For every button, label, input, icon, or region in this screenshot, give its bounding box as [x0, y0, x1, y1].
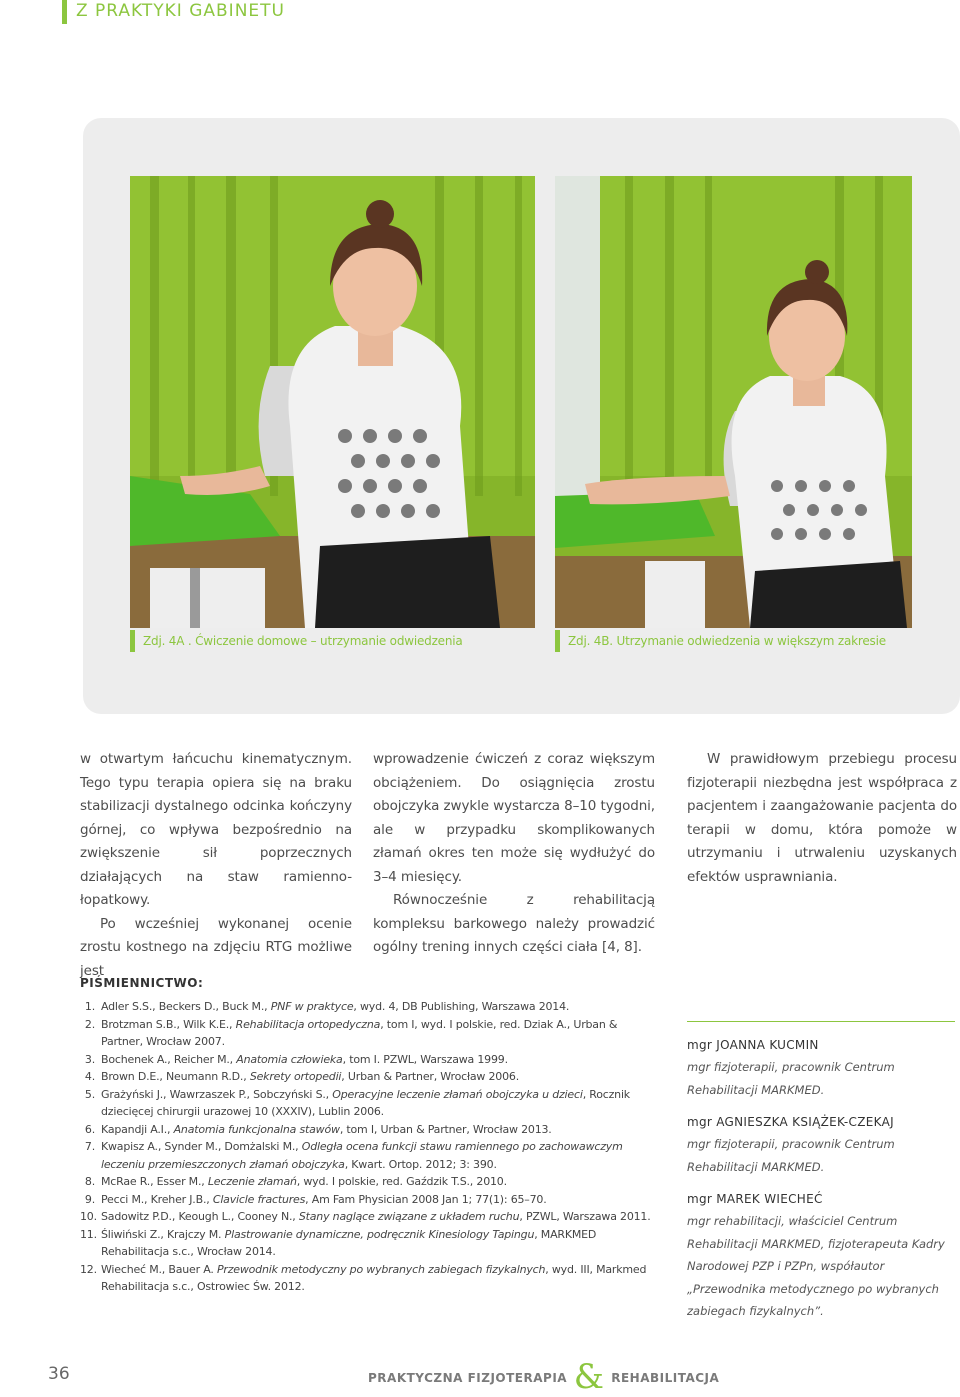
reference-authors: Kapandji A.I., [101, 1122, 174, 1136]
photo-caption-4a: Zdj. 4A . Ćwiczenie domowe – utrzymanie odwiedzenia [143, 634, 463, 648]
reference-title: Sekrety ortopedii [249, 1070, 342, 1083]
reference-authors: Sadowitz P.D., Keough L., Cooney N., [101, 1210, 299, 1223]
reference-authors: Śliwiński Z., Krajczy M. [101, 1227, 225, 1241]
reference-authors: Brotzman S.B., Wilk K.E., [101, 1017, 236, 1031]
references-list [80, 998, 656, 1296]
paragraph: W prawidłowym przebiegu procesu fizjoterapii niezbędna jest współpraca z pacjentem i zaangażowanie pacjenta do terapii w domu, która pomoże w utrzymaniu i utrwaleniu uzyskanych efektów usprawniania. [687, 751, 957, 885]
reference-number: 9. [84, 1192, 95, 1206]
author-name: mgr MAREK WIECHEĆ [687, 1192, 823, 1206]
reference-item [80, 1138, 656, 1173]
reference-title: Clavicle fractures [212, 1192, 306, 1206]
author-role: mgr fizjoterapii, pracownik Centrum Rehabilitacji MARKMED. [687, 1060, 895, 1097]
reference-title: Anatomia człowieka [236, 1052, 343, 1066]
reference-number: 7. [84, 1140, 95, 1153]
reference-number: 11. [80, 1227, 97, 1241]
reference-item [80, 1086, 656, 1121]
reference-title: Operacyjne leczenie złamań obojczyka u dzieci [332, 1087, 583, 1101]
section-title: Z PRAKTYKI GABINETU [76, 1, 285, 21]
paragraph: w otwartym łańcuchu kinematycznym. Tego typu terapia opiera się na braku stabilizacji dystalnego odcinka kończyny górnej, co wpływa bezpośrednio na zwiększenie sił poprzecznych działających na staw ramienno-łopatkowy. [80, 751, 352, 908]
reference-authors: Adler S.S., Beckers D., Buck M., [101, 1000, 271, 1013]
section-accent-bar [62, 0, 67, 24]
reference-number: 3. [84, 1052, 95, 1066]
reference-number: 10. [80, 1210, 97, 1223]
paragraph: wprowadzenie ćwiczeń z coraz większym obciążeniem. Do osiągnięcia zrostu obojczyka zwykle wystarcza 8–10 tygodni, ale w przypadku skomplikowanych złamań okres ten może się wydłużyć do 3–4 miesięcy. [373, 751, 655, 885]
reference-details: , tom I. PZWL, Warszawa 1999. [342, 1052, 508, 1066]
reference-authors: McRae R., Esser M., [101, 1175, 208, 1188]
journal-name-part1: PRAKTYCZNA FIZJOTERAPIA [368, 1371, 568, 1385]
author-name: mgr JOANNA KUCMIN [687, 1038, 819, 1052]
reference-title: Anatomia funkcjonalna stawów [173, 1122, 340, 1136]
reference-authors: Grażyński J., Wawrzaszek P., Sobczyński S., [101, 1087, 333, 1101]
photo-4b [555, 176, 912, 628]
reference-item [80, 1261, 656, 1296]
reference-item [80, 1226, 656, 1261]
reference-details: , wyd. 4, DB Publishing, Warszawa 2014. [353, 1000, 570, 1013]
reference-title: Leczenie złamań [207, 1175, 297, 1188]
reference-item [80, 1121, 656, 1139]
journal-footer [368, 1357, 719, 1397]
caption-accent-bar-4a [130, 630, 135, 652]
journal-ampersand: & [573, 1357, 605, 1397]
reference-details: , tom I, Urban & Partner, Wrocław 2013. [339, 1122, 552, 1136]
reference-title: Rehabilitacja ortopedyczna [235, 1017, 381, 1031]
page-number: 36 [48, 1364, 70, 1384]
photo-gallery [83, 118, 960, 714]
author-name: mgr AGNIESZKA KSIĄŻEK-CZEKAJ [687, 1115, 894, 1129]
reference-number: 2. [84, 1017, 95, 1031]
reference-details: , wyd. III, Markmed Rehabilitacja s.c., Ostrowiec Św. 2012. [101, 1262, 647, 1293]
reference-title: Stany naglące związane z układem ruchu [298, 1210, 520, 1223]
reference-details: , wyd. I polskie, red. Gaździk T.S., 2010. [296, 1175, 507, 1188]
text-column-1 [80, 748, 352, 983]
reference-item [80, 1208, 656, 1226]
reference-item [80, 1068, 656, 1086]
reference-details: , Urban & Partner, Wrocław 2006. [341, 1070, 519, 1083]
reference-item [80, 1016, 656, 1051]
authors-divider [687, 1021, 955, 1022]
reference-number: 1. [84, 1000, 95, 1013]
reference-details: , PZWL, Warszawa 2011. [519, 1210, 651, 1223]
reference-title: PNF w praktyce [270, 1000, 354, 1013]
reference-title: Przewodnik metodyczny po wybranych zabiegach fizykalnych [216, 1262, 546, 1276]
reference-number: 8. [84, 1175, 95, 1188]
reference-details: , tom I, wyd. I polskie, red. Dziak A., Urban & Partner, Wrocław 2007. [101, 1017, 618, 1048]
reference-authors: Kwapisz A., Synder M., Domżalski M., [101, 1140, 302, 1153]
reference-details: , Am Fam Physician 2008 Jan 1; 77(1): 65–70. [305, 1192, 547, 1206]
reference-authors: Bochenek A., Reicher M., [101, 1052, 237, 1066]
reference-authors: Brown D.E., Neumann R.D., [101, 1070, 250, 1083]
references-title: PIŚMIENNICTWO: [80, 976, 204, 990]
reference-authors: Wiecheć M., Bauer A. [101, 1262, 217, 1276]
reference-item [80, 1191, 656, 1209]
text-column-2 [373, 748, 655, 960]
reference-number: 6. [84, 1122, 95, 1136]
reference-number: 12. [80, 1262, 97, 1276]
photo-caption-4b: Zdj. 4B. Utrzymanie odwiedzenia w większym zakresie [568, 634, 886, 648]
journal-name-part2: REHABILITACJA [611, 1371, 720, 1385]
author-role: mgr fizjoterapii, pracownik Centrum Rehabilitacji MARKMED. [687, 1137, 895, 1174]
caption-accent-bar-4b [555, 630, 560, 652]
author-role: mgr rehabilitacji, właściciel Centrum Rehabilitacji MARKMED, fizjoterapeuta Kadry Narodowej PZP i PZPn, współautor „Przewodnika metodycznego po wybranych zabiegach fizykalnych”. [687, 1214, 945, 1318]
reference-details: , Rocznik dziecięcej chirurgii urazowej 10 (XXXIV), Lublin 2006. [101, 1087, 630, 1118]
text-column-3 [687, 748, 957, 889]
paragraph: Po wcześniej wykonanej ocenie zrostu kostnego na zdjęciu RTG możliwe jest [80, 915, 352, 979]
reference-number: 4. [84, 1070, 95, 1083]
paragraph: Równocześnie z rehabilitacją kompleksu barkowego należy prowadzić ogólny trening innych części ciała [4, 8]. [373, 892, 655, 955]
reference-item [80, 1051, 656, 1069]
reference-number: 5. [84, 1087, 95, 1101]
reference-title: Odległa ocena funkcji stawu ramiennego po zachowawczym leczeniu przemieszczonych złamań obojczyka [101, 1140, 623, 1171]
reference-details: , Kwart. Ortop. 2012; 3: 390. [344, 1157, 497, 1171]
photo-4a [130, 176, 535, 628]
reference-item [80, 1173, 656, 1191]
reference-authors: Pecci M., Kreher J.B., [101, 1192, 213, 1206]
reference-details: , MARKMED Rehabilitacja s.c., Wrocław 2014. [101, 1227, 597, 1258]
reference-item [80, 998, 656, 1016]
reference-title: Plastrowanie dynamiczne, podręcznik Kinesiology Tapingu [224, 1227, 535, 1241]
